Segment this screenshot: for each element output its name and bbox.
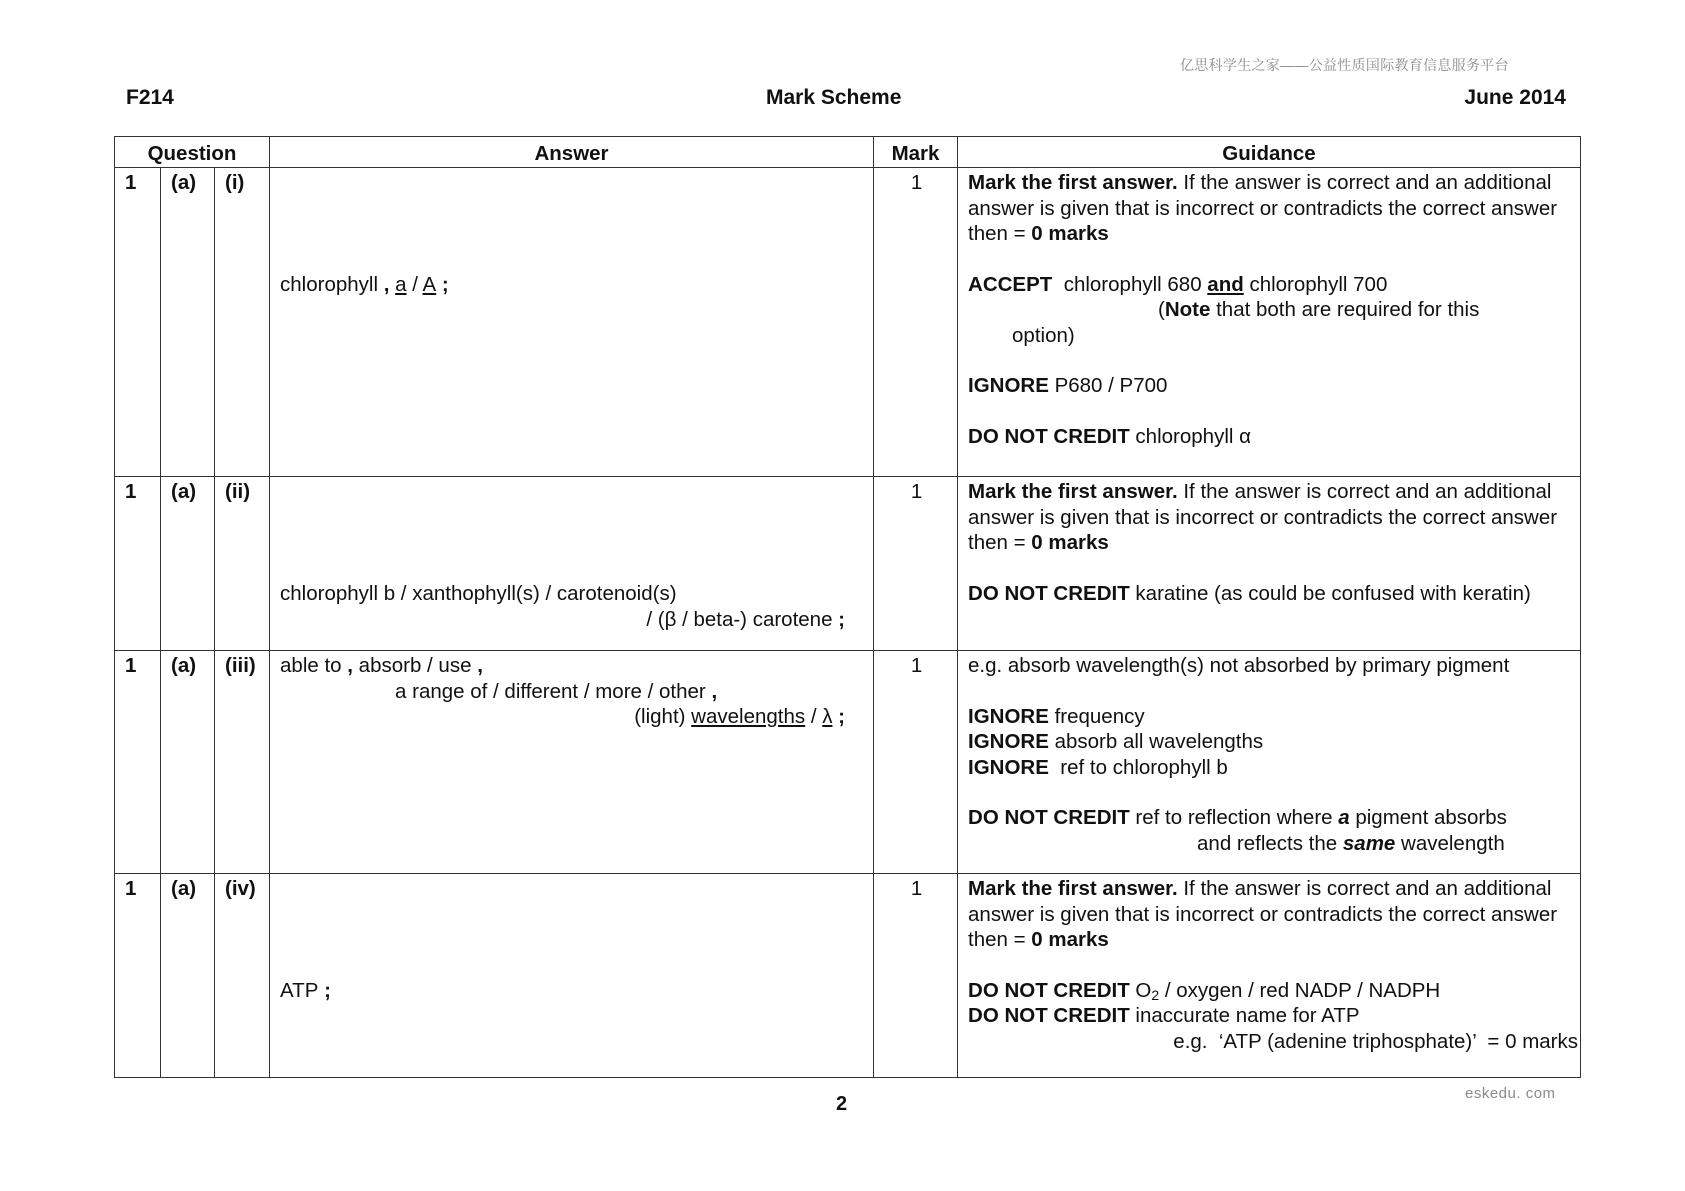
watermark-bottom: eskedu. com — [1465, 1085, 1556, 1102]
guidance-cell: Mark the first answer. If the answer is correct and an additional answer is given that is incorrect or contradicts the correct answer then = 0 marks DO NOT CREDIT $O_2$ / oxygen / red NADP / NADPH DO NOT CREDIT inaccurate name for ATP e.g. ‘ATP (adenine triphosphate)’ = 0 marks — [958, 874, 1581, 1078]
mark-cell: 1 — [874, 651, 958, 874]
table-row — [115, 477, 1581, 651]
question-subpart: (ii) — [215, 477, 270, 651]
table-header-row — [115, 137, 1581, 168]
mark-cell: 1 — [874, 477, 958, 651]
question-part: (a) — [161, 874, 215, 1078]
page-number: 2 — [836, 1093, 848, 1115]
exam-date: June 2014 — [1464, 86, 1566, 109]
question-number: 1 — [115, 477, 161, 651]
question-subpart: (i) — [215, 168, 270, 477]
table-row — [115, 874, 1581, 1078]
mark-header: Mark — [874, 137, 958, 168]
answer-cell: ATP ; — [270, 874, 874, 1078]
answer-cell: chlorophyll b / xanthophyll(s) / carotenoid(s) / (β / beta-) carotene ; — [270, 477, 874, 651]
watermark-top: 亿思科学生之家——公益性质国际教育信息服务平台 — [1180, 57, 1509, 73]
table-row — [115, 168, 1581, 477]
question-part: (a) — [161, 168, 215, 477]
question-part: (a) — [161, 477, 215, 651]
question-number: 1 — [115, 874, 161, 1078]
question-header: Question — [115, 137, 270, 168]
question-subpart: (iv) — [215, 874, 270, 1078]
guidance-header: Guidance — [958, 137, 1581, 168]
paper-code: F214 — [126, 86, 174, 109]
guidance-cell: Mark the first answer. If the answer is correct and an additional answer is given that is incorrect or contradicts the correct answer then = 0 marks ACCEPT chlorophyll 680 and chlorophyll 700 (Note that both are required for this option) IGNORE P680 / P700 DO NOT CREDIT chlorophyll α — [958, 168, 1581, 477]
answer-cell: able to , absorb / use , a range of / different / more / other , (light) wavelengths / λ ; — [270, 651, 874, 874]
mark-cell: 1 — [874, 168, 958, 477]
answer-cell: chlorophyll , a / A ; — [270, 168, 874, 477]
question-number: 1 — [115, 168, 161, 477]
guidance-cell: e.g. absorb wavelength(s) not absorbed by primary pigment IGNORE frequency IGNORE absorb all wavelengths IGNORE ref to chlorophyll b DO NOT CREDIT ref to reflection where a pigment absorbs and reflects the same wavelength — [958, 651, 1581, 874]
mark-cell: 1 — [874, 874, 958, 1078]
guidance-cell: Mark the first answer. If the answer is correct and an additional answer is given that is incorrect or contradicts the correct answer then = 0 marks DO NOT CREDIT karatine (as could be confused with keratin) — [958, 477, 1581, 651]
question-subpart: (iii) — [215, 651, 270, 874]
question-part: (a) — [161, 651, 215, 874]
question-number: 1 — [115, 651, 161, 874]
page-title: Mark Scheme — [766, 86, 902, 109]
mark-scheme-table — [114, 136, 1581, 1078]
table-row — [115, 651, 1581, 874]
answer-header: Answer — [270, 137, 874, 168]
